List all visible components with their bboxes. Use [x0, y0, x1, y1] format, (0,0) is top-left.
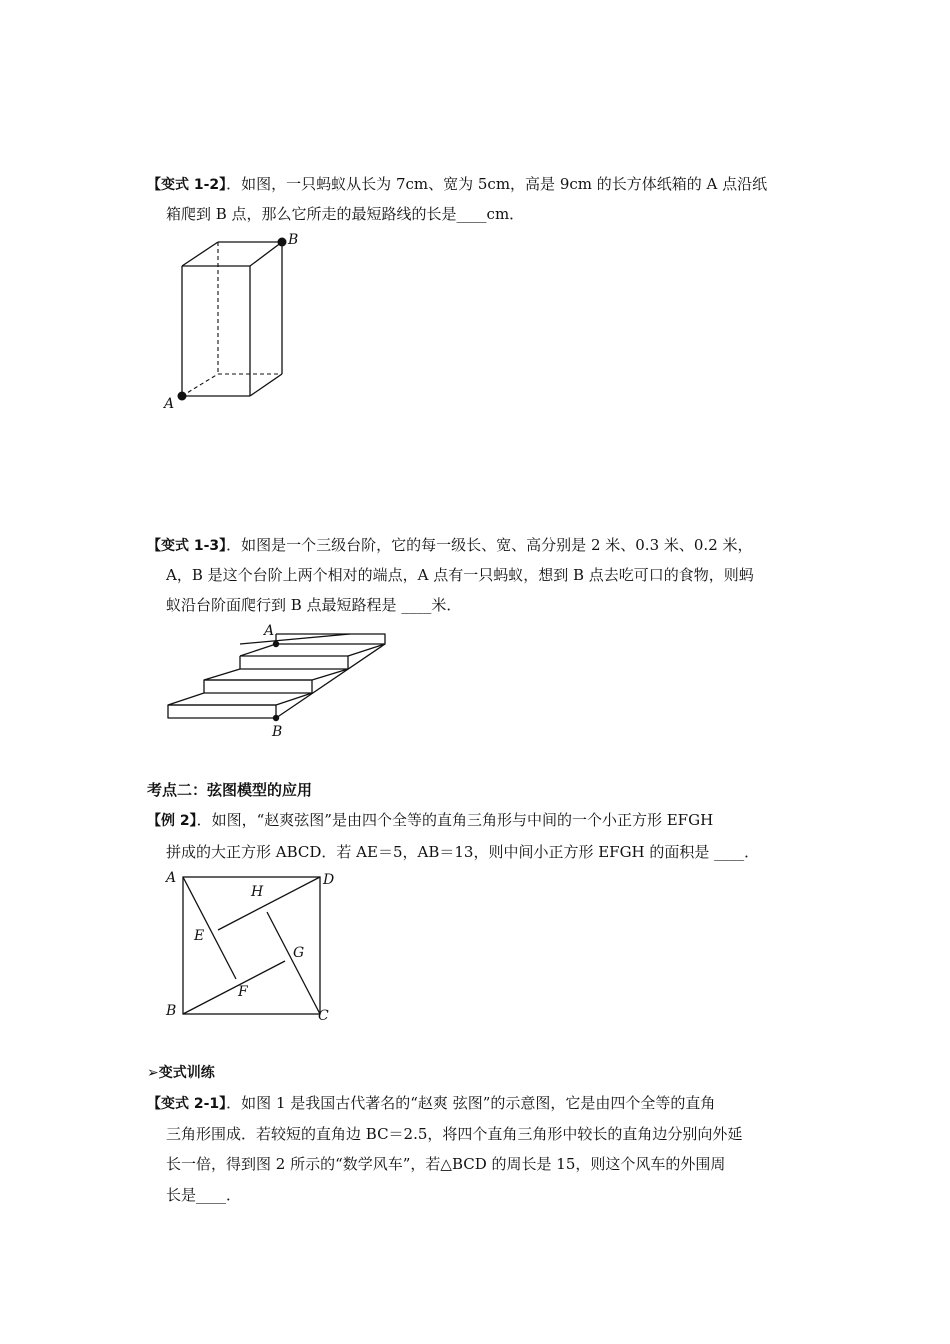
label-d: D — [323, 872, 335, 888]
label-a: A — [164, 396, 175, 412]
point-a-dot — [273, 641, 279, 647]
point-b-dot — [278, 238, 287, 247]
problem-1-2-line-2: 箱爬到 B 点，那么它所走的最短路线的长是____cm． — [166, 205, 525, 223]
label-c: C — [318, 1008, 329, 1024]
label-h: H — [251, 884, 264, 900]
problem-2-1-line-1 — [147, 1093, 715, 1114]
label-f: F — [238, 984, 248, 1000]
problem-1-3-line-3: 蚁沿台阶面爬行到 B 点最短路程是 ____米． — [166, 596, 462, 614]
example-2-text-1: ．如图，“赵爽弦图”是由四个全等的直角三角形与中间的一个小正方形 EFGH — [196, 811, 714, 829]
label-g: G — [293, 945, 305, 961]
staircase-figure — [160, 620, 400, 745]
problem-2-1-text-1: ．如图 1 是我国古代著名的“赵爽 弦图”的示意图，它是由四个全等的直角 — [226, 1094, 716, 1112]
problem-2-1-line-3: 长一倍，得到图 2 所示的“数学风车”，若△BCD 的周长是 15，则这个风车的外围周 — [166, 1155, 726, 1173]
problem-1-3-text-1: ．如图是一个三级台阶，它的每一级长、宽、高分别是 2 米、0.3 米、0.2 米， — [226, 536, 753, 554]
problem-1-3-line-1 — [147, 535, 753, 556]
problem-2-1-line-4: 长是____． — [166, 1186, 242, 1204]
zhao-shuang-diagram — [160, 866, 350, 1026]
label-e: E — [194, 928, 205, 944]
label-b: B — [288, 232, 299, 248]
cuboid-figure — [160, 228, 320, 418]
label-a: A — [166, 870, 177, 886]
label-b: B — [272, 724, 283, 740]
problem-1-3-tag: 【变式 1-3】 — [147, 538, 227, 554]
problem-1-2-line-1 — [147, 174, 767, 195]
problem-1-2-text-1: ．如图，一只蚂蚁从长为 7cm、宽为 5cm，高是 9cm 的长方体纸箱的 A 点沿纸 — [226, 175, 768, 193]
example-2-tag: 【例 2】 — [147, 813, 197, 829]
label-a: A — [264, 623, 275, 639]
problem-2-1-line-2: 三角形围成．若较短的直角边 BC＝2.5，将四个直角三角形中较长的直角边分别向外延 — [166, 1125, 743, 1143]
point-b-dot — [273, 715, 279, 721]
point-a-dot — [178, 392, 187, 401]
problem-1-3-line-2: A，B 是这个台阶上两个相对的端点，A 点有一只蚂蚁，想到 B 点去吃可口的食物，则蚂 — [166, 566, 754, 584]
section-2-title: 考点二：弦图模型的应用 — [147, 781, 313, 799]
example-2-line-1 — [147, 810, 713, 831]
problem-1-2-tag: 【变式 1-2】 — [147, 177, 227, 193]
label-b: B — [166, 1003, 177, 1019]
problem-2-1-tag: 【变式 2-1】 — [147, 1096, 227, 1112]
practice-title: ➢变式训练 — [147, 1065, 215, 1081]
example-2-line-2: 拼成的大正方形 ABCD．若 AE＝5，AB＝13，则中间小正方形 EFGH 的面积是 ____． — [166, 843, 760, 861]
